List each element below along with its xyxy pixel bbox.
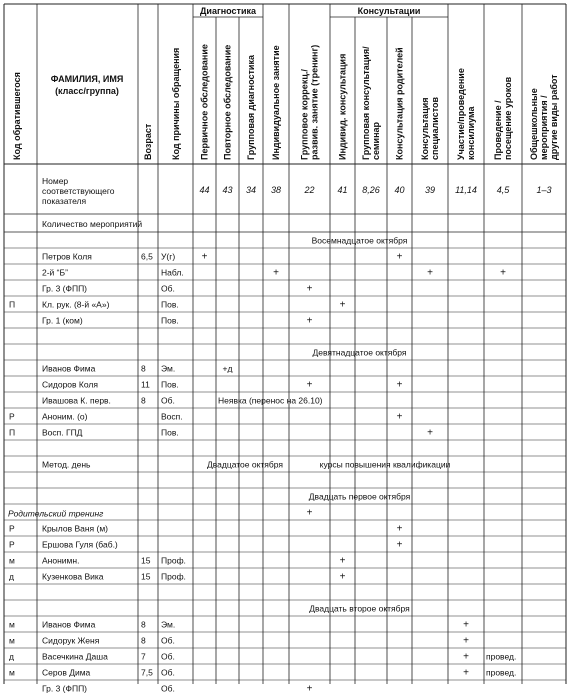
indicator-value: 1–3: [536, 185, 551, 195]
count-row-label: Количество мероприятий: [42, 219, 142, 229]
client-name: Петров Коля: [42, 252, 92, 262]
plus-mark: +: [307, 284, 313, 295]
method-day-label: Метод. день: [42, 460, 91, 470]
client-name: Анонимн.: [42, 556, 79, 566]
client-code: Р: [9, 524, 15, 534]
plus-mark: +: [397, 524, 403, 535]
indicator-value: 40: [394, 185, 404, 195]
client-age: 7,5: [141, 668, 153, 678]
indicator-value: 38: [271, 185, 281, 195]
activity-column-header: Консультация родителей: [395, 47, 405, 160]
activity-column-header: посещение уроков: [503, 76, 513, 160]
client-code: П: [9, 300, 15, 310]
plus-mark: +: [397, 380, 403, 391]
plus-mark: +: [463, 620, 469, 631]
indicator-row-label: показателя: [42, 196, 87, 206]
client-name: Крылов Ваня (м): [42, 524, 108, 534]
client-age: 8: [141, 396, 146, 406]
client-name: Гр. 3 (ФПП): [42, 684, 87, 693]
activity-column-header: консилиума: [466, 105, 476, 160]
activity-column-header: Общешкольные: [529, 88, 539, 160]
client-code: Р: [9, 412, 15, 422]
plus-mark: +: [307, 380, 313, 391]
activity-column-header: Индивидуальное занятие: [271, 45, 281, 160]
plus-mark: +: [427, 268, 433, 279]
reason-code: Пов.: [161, 316, 179, 326]
client-name: Иванов Фима: [42, 364, 96, 374]
reason-code: Об.: [161, 652, 175, 662]
note-text: курсы повышения квалификации: [320, 460, 451, 470]
client-name: Васечкина Даша: [42, 652, 108, 662]
indicator-value: 11,14: [455, 185, 477, 195]
client-code: д: [9, 652, 14, 662]
client-age: 7: [141, 652, 146, 662]
client-code: м: [9, 620, 15, 630]
indicator-value: 34: [246, 185, 256, 195]
activity-column-header: Консультация: [420, 97, 430, 160]
date-section-label: Девятнадцатое октября: [313, 348, 407, 358]
reason-code: Проф.: [161, 556, 186, 566]
code-column-header: Код обратившегося: [12, 72, 22, 160]
indicator-value: 44: [199, 185, 209, 195]
indicator-value: 8,26: [362, 185, 380, 195]
client-name: Серов Дима: [42, 668, 91, 678]
client-name: Гр. 1 (ком): [42, 316, 83, 326]
plus-mark: +: [463, 636, 469, 647]
conducted-note: провед.: [486, 668, 516, 678]
client-age: 15: [141, 556, 151, 566]
plus-mark: +: [397, 412, 403, 423]
reason-code: Об.: [161, 684, 175, 693]
plus-mark: +: [463, 652, 469, 663]
reason-code: Об.: [161, 668, 175, 678]
reason-code: Восп.: [161, 412, 183, 422]
client-name: Восп. ГПД: [42, 428, 83, 438]
activity-column-header: Групповое коррекц./: [300, 69, 310, 160]
client-name: Сидоров Коля: [42, 380, 98, 390]
client-code: д: [9, 572, 14, 582]
client-code: Р: [9, 540, 15, 550]
activity-column-header: Групповая диагностика: [246, 54, 256, 160]
client-name: Кл. рук. (8-й «А»): [42, 300, 110, 310]
activity-column-header: другие виды работ: [549, 74, 559, 160]
plus-mark: +: [340, 572, 346, 583]
reason-code: Эм.: [161, 364, 175, 374]
client-age: 15: [141, 572, 151, 582]
reason-code: Об.: [161, 636, 175, 646]
client-name: Иванов Фима: [42, 620, 96, 630]
client-name: Ивашова К. перв.: [42, 396, 111, 406]
indicator-row-label: соответствующего: [42, 186, 115, 196]
client-code: м: [9, 556, 15, 566]
activity-column-header: Первичное обследование: [200, 44, 210, 160]
activity-column-header: Участие/проведение: [456, 68, 466, 160]
client-name: Аноним. (о): [42, 412, 88, 422]
plus-mark: +: [307, 684, 313, 693]
plus-mark: +: [500, 268, 506, 279]
reason-code: Проф.: [161, 572, 186, 582]
client-age: 8: [141, 364, 146, 374]
indicator-value: 4,5: [497, 185, 511, 195]
client-age: 8: [141, 636, 146, 646]
reason-code: У(г): [161, 252, 175, 262]
conducted-note: провед.: [486, 652, 516, 662]
client-age: 11: [141, 380, 150, 390]
activity-column-header: Повторное обследование: [223, 45, 233, 160]
reason-code: Набл.: [161, 268, 184, 278]
activity-column-header: специалистов: [430, 96, 440, 160]
date-section-label: Двадцатое октября: [207, 460, 283, 470]
activity-column-header: Индивид. консультация: [338, 54, 348, 160]
reason-code: Пов.: [161, 428, 179, 438]
indicator-row-label: Номер: [42, 176, 68, 186]
reason-column-header: Код причины обращения: [171, 48, 181, 160]
age-column-header: Возраст: [143, 123, 153, 160]
plus-mark: +: [340, 300, 346, 311]
activity-column-header: развив. занятие (тренинг): [310, 45, 320, 160]
consultations-group-label: Консультации: [358, 6, 421, 16]
client-name: 2-й “Б”: [42, 268, 68, 278]
plus-mark: +: [397, 252, 403, 263]
plus-mark: +: [202, 252, 208, 263]
client-name: Сидорук Женя: [42, 636, 100, 646]
name-column-subheader: (класс/группа): [55, 86, 119, 96]
indicator-value: 43: [222, 185, 232, 195]
client-age: 6,5: [141, 252, 153, 262]
plus-mark: +: [397, 540, 403, 551]
client-code: м: [9, 668, 15, 678]
plus-mark: +: [340, 556, 346, 567]
indicator-value: 39: [425, 185, 435, 195]
indicator-value: 22: [303, 185, 314, 195]
diagnostics-group-label: Диагностика: [200, 6, 257, 16]
client-code: м: [9, 636, 15, 646]
date-section-label: Двадцать первое октября: [309, 492, 411, 502]
activity-column-header: мероприятия /: [539, 95, 549, 160]
plus-d-mark: +д: [223, 364, 233, 374]
plus-mark: +: [427, 428, 433, 439]
plus-mark: +: [463, 668, 469, 679]
client-code: П: [9, 428, 15, 438]
client-name: Кузенкова Вика: [42, 572, 104, 582]
activity-column-header: Групповая консультация/: [361, 46, 371, 160]
plus-mark: +: [307, 508, 313, 519]
date-section-label: Двадцать второе октября: [309, 604, 410, 614]
client-name: Гр. 3 (ФПП): [42, 284, 87, 294]
plus-mark: +: [307, 316, 313, 327]
activity-column-header: семинар: [371, 121, 381, 160]
date-section-label: Восемнадцатое октября: [312, 236, 408, 246]
reason-code: Эм.: [161, 620, 175, 630]
parent-training-heading: Родительский тренинг: [8, 509, 103, 519]
reason-code: Об.: [161, 396, 175, 406]
client-age: 8: [141, 620, 146, 630]
reason-code: Об.: [161, 284, 175, 294]
reason-code: Пов.: [161, 380, 179, 390]
plus-mark: +: [273, 268, 279, 279]
indicator-value: 41: [337, 185, 347, 195]
activity-column-header: Проведение /: [493, 100, 503, 160]
reason-code: Пов.: [161, 300, 179, 310]
postponement-note: Неявка (перенос на 26.10): [218, 396, 323, 406]
name-column-header: ФАМИЛИЯ, ИМЯ: [51, 74, 124, 84]
client-name: Ершова Гуля (баб.): [42, 540, 118, 550]
